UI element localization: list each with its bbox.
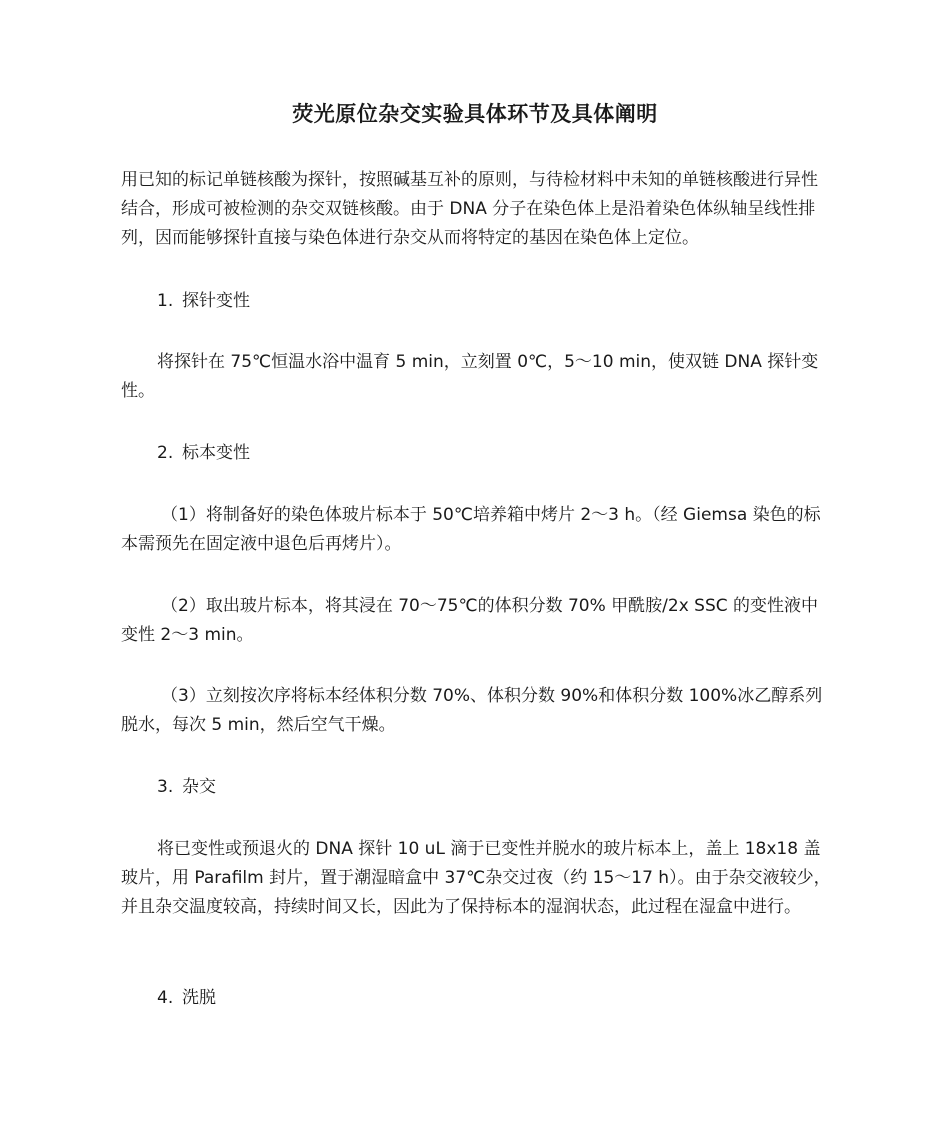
section-2-paragraph-2: （2）取出玻片标本，将其浸在 70～75℃的体积分数 70% 甲酰胺/2x SSC 的变性液中变性 2～3 min。: [121, 596, 819, 645]
section-number: 1.: [157, 291, 174, 311]
section-heading-2: [157, 439, 250, 468]
section-number: 4.: [157, 988, 174, 1008]
section-2-paragraph-1: （1）将制备好的染色体玻片标本于 50℃培养箱中烤片 2～3 h。（经 Giemsa 染色的标本需预先在固定液中退色后再烤片）。: [121, 505, 821, 554]
intro-paragraph: 用已知的标记单链核酸为探针，按照碱基互补的原则，与待检材料中未知的单链核酸进行异性结合，形成可被检测的杂交双链核酸。由于 DNA 分子在染色体上是沿着染色体纵轴呈线性排列，因而能够探针直接与染色体进行杂交从而将特定的基因在染色体上定位。: [121, 170, 818, 248]
section-title: 杂交: [182, 777, 216, 797]
section-title: 探针变性: [182, 291, 250, 311]
section-title: 洗脱: [182, 988, 216, 1008]
section-title: 标本变性: [182, 443, 250, 463]
section-1-paragraph-1: 将探针在 75℃恒温水浴中温育 5 min，立刻置 0℃，5～10 min，使双链 DNA 探针变性。: [121, 352, 819, 401]
section-heading-3: [157, 773, 216, 802]
section-number: 3.: [157, 777, 174, 797]
section-3-paragraph-1: 将已变性或预退火的 DNA 探针 10 uL 滴于已变性并脱水的玻片标本上，盖上 18x18 盖玻片，用 Parafilm 封片，置于潮湿暗盒中 37℃杂交过夜（约 15～17 h）。由于杂交液较少，并且杂交温度较高，持续时间又长，因此为了保持标本的湿润状态，此过程在湿盒中进行。: [121, 839, 831, 917]
section-heading-4: [157, 984, 216, 1013]
section-heading-1: [157, 287, 250, 316]
document-title: 荧光原位杂交实验具体环节及具体阐明: [292, 102, 658, 126]
section-number: 2.: [157, 443, 174, 463]
section-2-paragraph-3: （3）立刻按次序将标本经体积分数 70%、体积分数 90%和体积分数 100%冰乙醇系列脱水，每次 5 min，然后空气干燥。: [121, 686, 823, 735]
